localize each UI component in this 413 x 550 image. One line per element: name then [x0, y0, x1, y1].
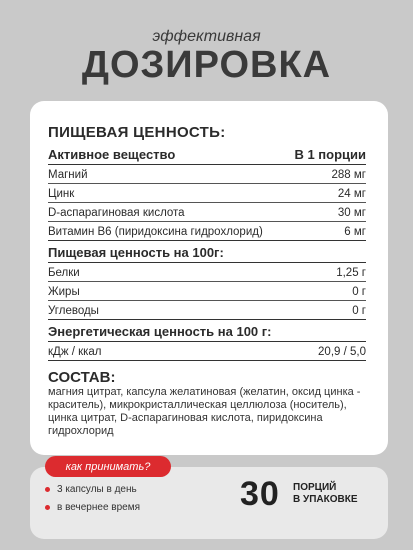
table-row	[48, 184, 366, 203]
table-header-value: В 1 порции	[294, 147, 366, 162]
table-row	[48, 203, 366, 222]
usage-bullet-text: 3 капсулы в день	[57, 484, 137, 495]
usage-bullet	[45, 484, 137, 495]
row-value: 288 мг	[331, 169, 366, 181]
row-value: 6 мг	[344, 226, 366, 238]
row-name: Углеводы	[48, 305, 99, 317]
row-value: 30 мг	[337, 207, 366, 219]
usage-bullet	[45, 502, 140, 513]
composition-title: СОСТАВ:	[48, 369, 116, 386]
table-header-name: Активное вещество	[48, 147, 176, 162]
row-name: Витамин В6 (пиридоксина гидрохлорид)	[48, 226, 263, 238]
row-name: Магний	[48, 169, 88, 181]
portions-label	[293, 482, 383, 506]
how-to-take-badge: как принимать?	[45, 456, 171, 477]
composition-text: магния цитрат, капсула желатиновая (желатин, оксид цинка - краситель), микрокристаллическая целлюлоза (носитель), цинка цитрат, D-аспарагиновая кислота, пиридоксина гидрохлорид	[48, 386, 361, 437]
table-row	[48, 263, 366, 282]
table-row	[48, 301, 366, 320]
row-name: кДж / ккал	[48, 346, 102, 358]
page-title: ДОЗИРОВКА	[81, 44, 332, 86]
table-row	[48, 222, 366, 241]
per100-section-title: Пищевая ценность на 100г:	[48, 241, 366, 263]
energy-section-title: Энергетическая ценность на 100 г:	[48, 320, 366, 342]
row-name: Белки	[48, 267, 80, 279]
bullet-dot-icon	[45, 487, 50, 492]
row-name: Жиры	[48, 286, 80, 298]
portions-number: 30	[240, 475, 280, 513]
table-row	[48, 165, 366, 184]
row-name: Цинк	[48, 188, 75, 200]
row-value: 20,9 / 5,0	[318, 346, 366, 358]
page-subtitle: эффективная	[152, 28, 261, 45]
portions-label-line-1: ПОРЦИЙ	[293, 482, 337, 493]
bullet-dot-icon	[45, 505, 50, 510]
nutrition-table	[48, 145, 366, 361]
row-name: D-аспарагиновая кислота	[48, 207, 185, 219]
row-value: 1,25 г	[336, 267, 366, 279]
table-row	[48, 282, 366, 301]
row-value: 24 мг	[337, 188, 366, 200]
row-value: 0 г	[352, 286, 366, 298]
row-value: 0 г	[352, 305, 366, 317]
usage-bullet-text: в вечернее время	[57, 502, 141, 513]
nutrition-title: ПИЩЕВАЯ ЦЕННОСТЬ:	[48, 124, 226, 141]
portions-label-line-2: В УПАКОВКЕ	[293, 494, 358, 505]
table-row	[48, 342, 366, 361]
table-header-row	[48, 145, 366, 165]
